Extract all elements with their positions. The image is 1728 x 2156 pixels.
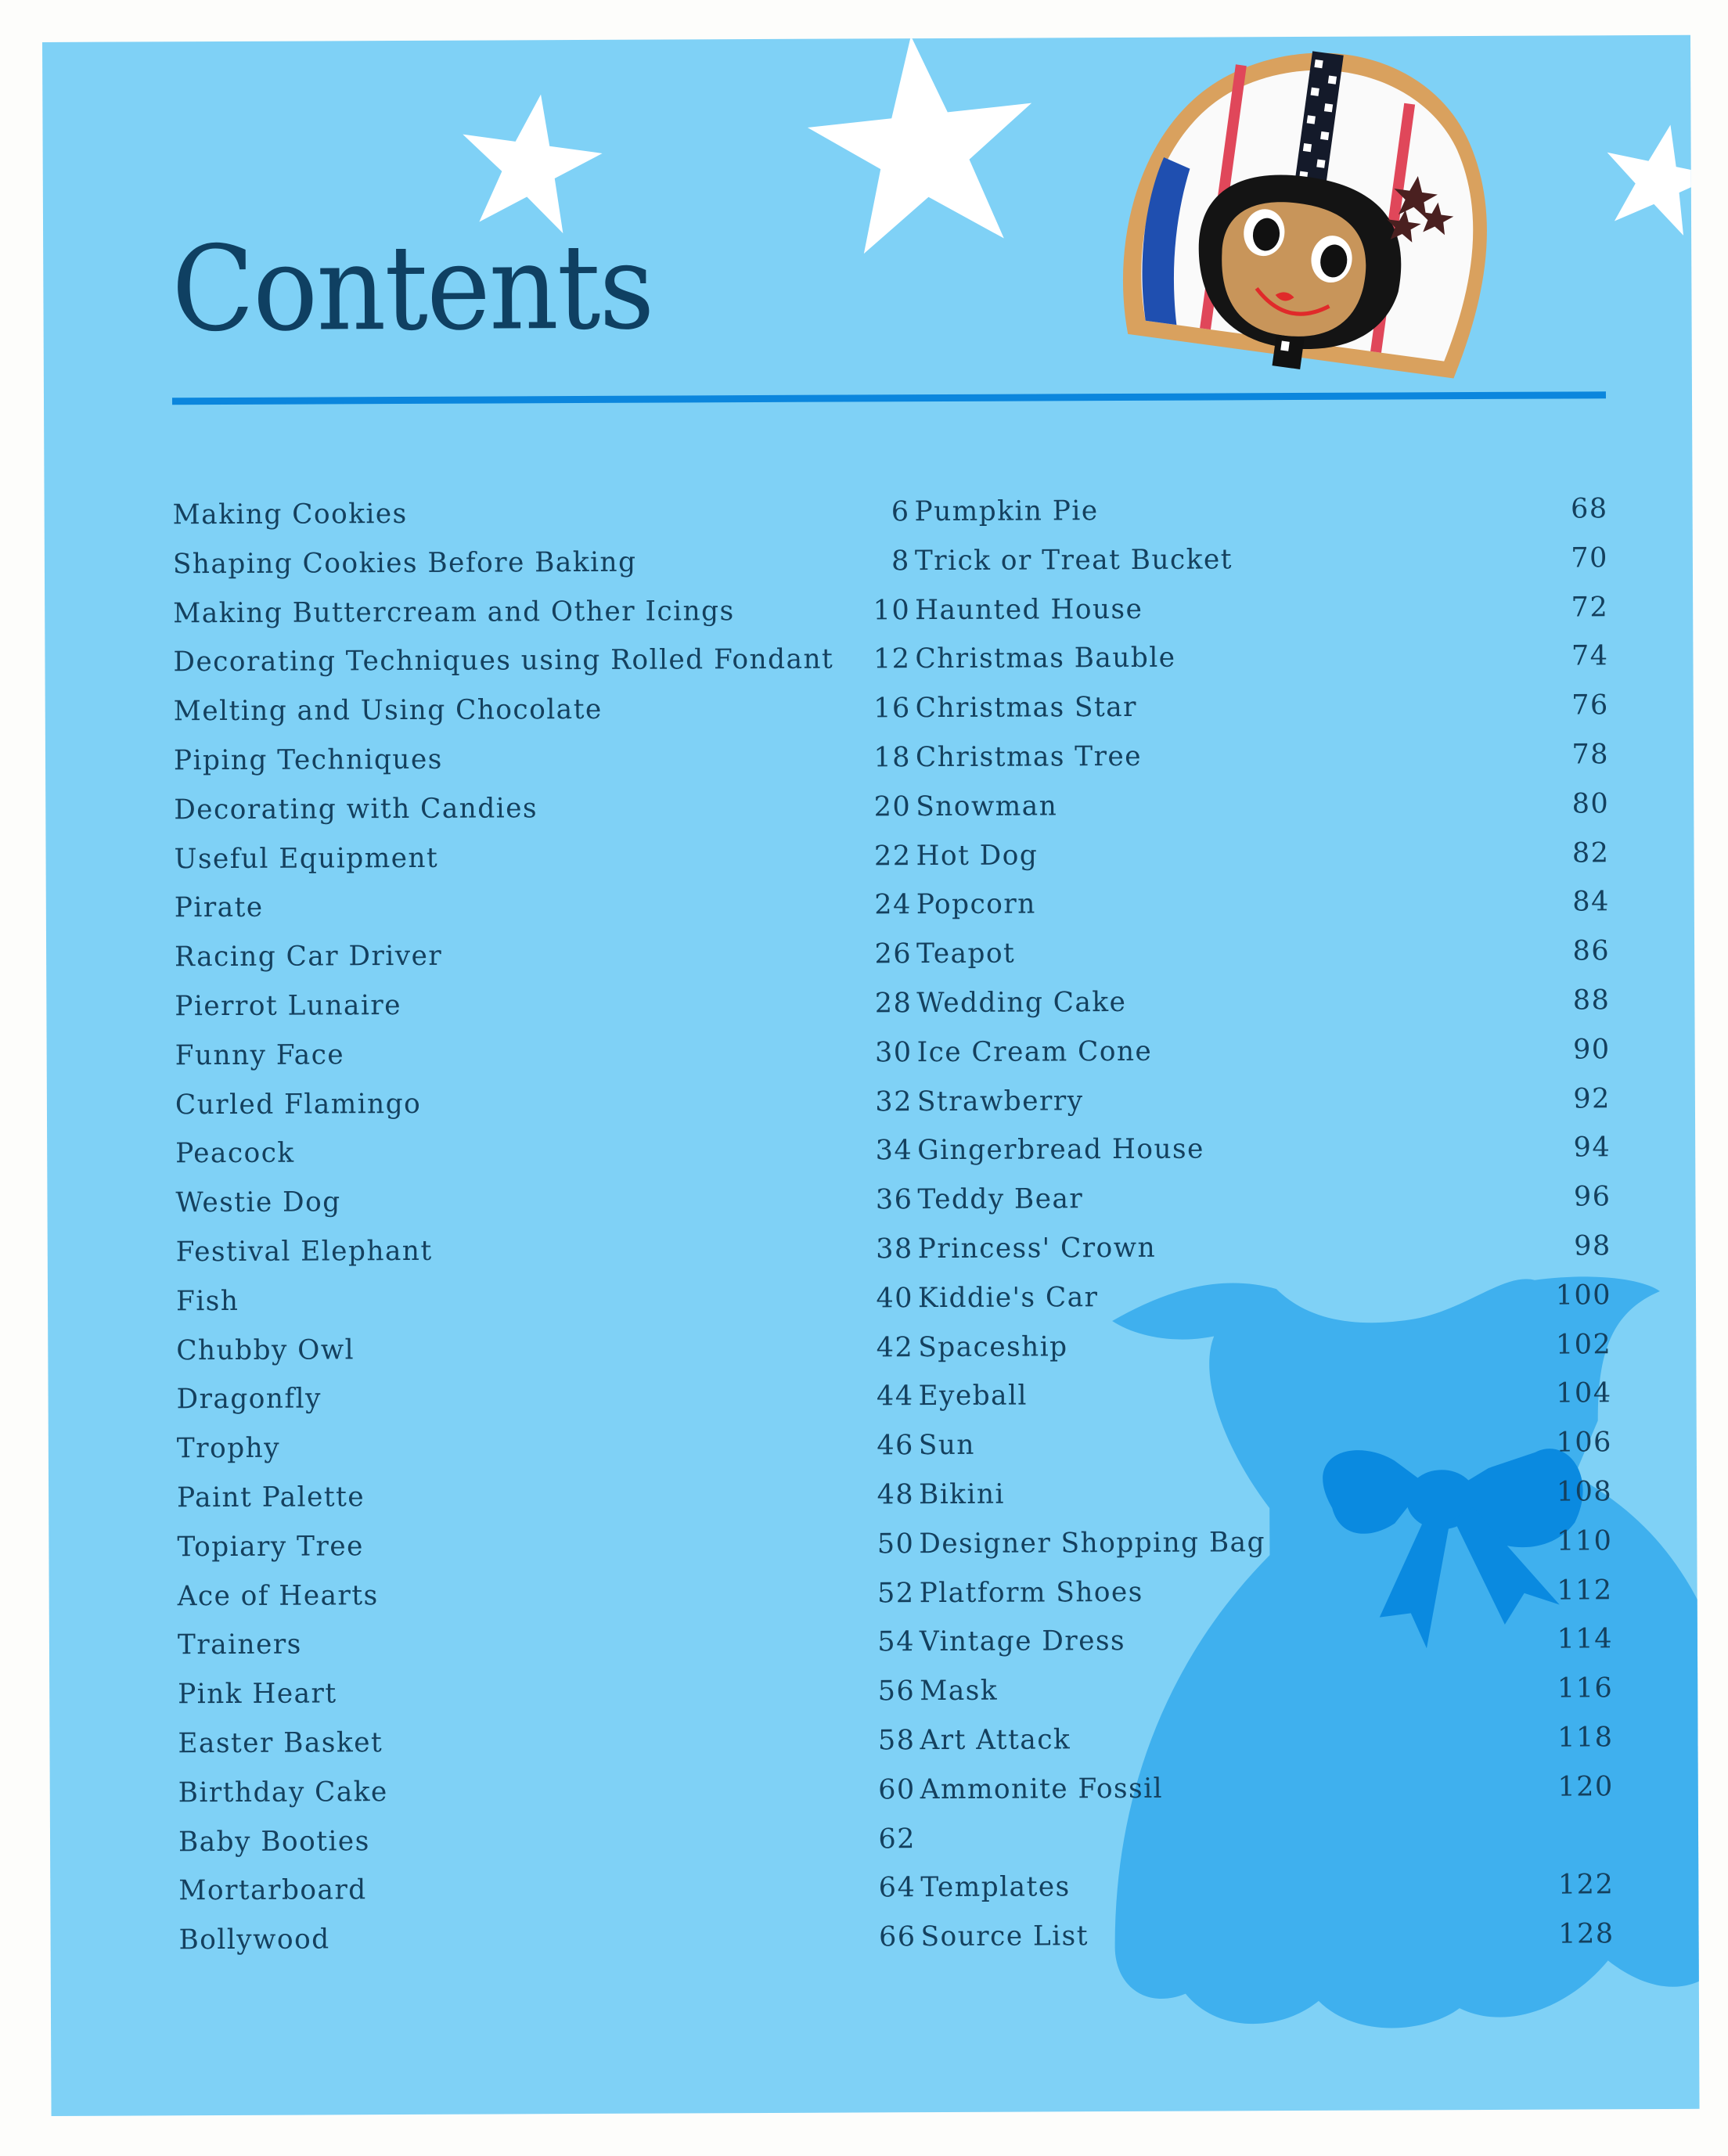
toc-entry[interactable] [178, 1675, 915, 1728]
entry-page: 108 [1556, 1476, 1613, 1508]
entry-title: Birthday Cake [178, 1776, 388, 1809]
toc-entry[interactable] [916, 739, 1609, 791]
entry-page: 116 [1557, 1672, 1614, 1704]
entry-title: Paint Palette [177, 1481, 365, 1514]
entry-page: 64 [878, 1872, 916, 1904]
entry-page: 46 [877, 1430, 914, 1462]
toc-entry[interactable] [176, 1332, 913, 1384]
toc-entry[interactable] [918, 1329, 1611, 1381]
entry-title: Spaceship [918, 1330, 1068, 1363]
entry-title: Pumpkin Pie [914, 495, 1099, 528]
toc-entry[interactable] [917, 1034, 1611, 1086]
entry-page: 88 [1572, 984, 1611, 1017]
toc-entry[interactable] [915, 542, 1608, 595]
entry-title: Templates [920, 1871, 1071, 1904]
toc-entry[interactable] [919, 1427, 1612, 1479]
entry-title: Pink Heart [178, 1678, 337, 1711]
entry-title: Teapot [916, 938, 1016, 970]
toc-entry[interactable] [915, 641, 1608, 693]
toc-entry[interactable] [177, 1528, 914, 1581]
entry-title: Christmas Tree [915, 740, 1143, 774]
entry-page: 104 [1556, 1377, 1612, 1409]
toc-entry[interactable] [175, 1037, 913, 1089]
toc-entry[interactable] [178, 1774, 916, 1827]
toc-entry[interactable] [920, 1672, 1613, 1725]
entry-title: Haunted House [915, 593, 1143, 626]
toc-entry[interactable] [173, 644, 910, 696]
entry-page: 24 [874, 889, 912, 921]
toc-entry[interactable] [175, 890, 912, 942]
entry-title: Chubby Owl [176, 1334, 355, 1366]
entry-page: 112 [1557, 1574, 1613, 1607]
entry-title: Westie Dog [175, 1186, 341, 1219]
entry-page: 120 [1557, 1770, 1614, 1803]
entry-title: Kiddie's Car [917, 1281, 1099, 1314]
entry-page: 84 [1572, 886, 1610, 918]
entry-title: Hot Dog [916, 840, 1039, 872]
toc-entry[interactable] [177, 1479, 914, 1532]
entry-title: Baby Booties [178, 1825, 370, 1858]
toc-entry[interactable] [177, 1430, 914, 1482]
entry-page: 122 [1557, 1869, 1615, 1901]
entry-title: Sun [918, 1429, 976, 1462]
toc-entry[interactable] [916, 887, 1610, 939]
entry-page: 48 [877, 1479, 915, 1511]
entry-page: 70 [1571, 542, 1608, 574]
entry-page: 98 [1574, 1230, 1611, 1262]
entry-title: Ammonite Fossil [920, 1773, 1164, 1805]
entry-page: 82 [1571, 837, 1610, 869]
entry-title: Curled Flamingo [175, 1088, 422, 1121]
toc-entry[interactable] [178, 1725, 915, 1777]
entry-title: Ice Cream Cone [916, 1035, 1153, 1068]
toc-entry[interactable] [175, 988, 912, 1040]
entry-title: Popcorn [916, 888, 1036, 921]
entry-page: 16 [873, 693, 911, 725]
entry-title: Gingerbread House [917, 1133, 1204, 1167]
entry-title: Trainers [177, 1629, 302, 1661]
entry-page: 100 [1555, 1280, 1612, 1312]
entry-title: Snowman [916, 790, 1058, 822]
entry-page: 62 [878, 1823, 916, 1855]
star-icon [794, 35, 1053, 266]
toc-entry[interactable] [918, 1378, 1611, 1431]
entry-page: 20 [873, 790, 912, 823]
entry-title: Making Cookies [172, 498, 408, 531]
toc-entry[interactable] [176, 1283, 913, 1335]
toc-entry[interactable] [173, 545, 910, 598]
entry-page: 44 [876, 1380, 914, 1413]
entry-title: Christmas Star [915, 692, 1138, 725]
entry-title: Trophy [176, 1432, 281, 1465]
entry-page: 26 [874, 938, 913, 970]
entry-page: 66 [878, 1921, 916, 1953]
toc-entry[interactable] [916, 837, 1609, 890]
entry-page: 42 [876, 1331, 914, 1363]
star-icon [1600, 121, 1699, 239]
toc-entry[interactable] [920, 1575, 1613, 1627]
title-divider [172, 391, 1606, 405]
entry-title: Trick or Treat Bucket [914, 544, 1233, 577]
entry-title: Art Attack [920, 1724, 1071, 1757]
toc-entry[interactable] [915, 493, 1608, 545]
entry-page: 40 [876, 1282, 914, 1315]
entry-page: 52 [877, 1577, 915, 1609]
toc-entry[interactable] [917, 1083, 1611, 1136]
entry-title: Eyeball [918, 1380, 1028, 1413]
entry-title: Mortarboard [178, 1874, 367, 1907]
entry-page: 106 [1556, 1427, 1612, 1459]
toc-entry[interactable] [919, 1476, 1612, 1528]
entry-title: Fish [175, 1285, 239, 1318]
entry-page: 6 [891, 496, 910, 528]
entry-page: 28 [874, 988, 913, 1020]
entry-page: 86 [1572, 935, 1611, 967]
entry-title: Melting and Using Chocolate [173, 694, 603, 728]
entry-title: Easter Basket [178, 1727, 383, 1760]
entry-title: Making Buttercream and Other Icings [173, 595, 735, 629]
toc-entry[interactable] [919, 1525, 1612, 1578]
entry-page: 72 [1571, 591, 1609, 624]
toc-entry[interactable] [918, 1280, 1611, 1332]
entry-page: 60 [878, 1773, 916, 1806]
entry-title: Mask [920, 1675, 999, 1708]
entry-title: Useful Equipment [174, 842, 439, 875]
toc-entry[interactable] [176, 1381, 913, 1434]
toc-left-column [173, 496, 916, 1974]
entry-page: 80 [1571, 788, 1610, 820]
entry-title: Shaping Cookies Before Baking [172, 546, 637, 581]
entry-page: 68 [1570, 493, 1608, 525]
toc-entry[interactable] [174, 840, 911, 893]
entry-page: 58 [877, 1725, 916, 1757]
entry-page: 34 [875, 1135, 913, 1167]
toc-entry[interactable] [916, 984, 1610, 1037]
toc-entry[interactable] [178, 1823, 916, 1876]
toc-entry[interactable] [174, 693, 911, 745]
entry-title: Pierrot Lunaire [175, 989, 402, 1023]
toc-entry[interactable] [917, 1181, 1611, 1233]
entry-page: 22 [873, 840, 912, 872]
toc-right-column [915, 493, 1615, 1971]
toc-entry[interactable] [920, 1624, 1613, 1676]
entry-page: 18 [873, 742, 912, 774]
entry-page: 10 [873, 594, 911, 626]
toc-entry[interactable] [175, 1086, 913, 1139]
entry-page: 92 [1573, 1082, 1611, 1115]
entry-page: 78 [1571, 739, 1610, 771]
toc-entry[interactable] [178, 1626, 915, 1679]
toc-entry[interactable] [175, 938, 912, 991]
toc-entry[interactable] [920, 1918, 1614, 1971]
toc-entry[interactable] [175, 1136, 913, 1188]
entry-title: Source List [920, 1920, 1089, 1953]
entry-page: 12 [873, 643, 911, 675]
entry-page: 54 [877, 1626, 916, 1658]
entry-title: Racing Car Driver [175, 940, 443, 974]
toc-entry[interactable] [173, 496, 910, 549]
entry-title: Christmas Bauble [915, 642, 1176, 675]
entry-page: 76 [1571, 689, 1609, 722]
contents-page [42, 35, 1700, 2116]
entry-title: Festival Elephant [175, 1235, 433, 1269]
page-title: Contents [171, 219, 653, 358]
entry-title: Wedding Cake [916, 986, 1127, 1020]
entry-title: Platform Shoes [919, 1576, 1143, 1609]
toc-entry[interactable] [916, 689, 1609, 742]
toc-entry[interactable] [918, 1230, 1611, 1283]
entry-title: Decorating with Candies [174, 793, 538, 826]
entry-page: 38 [876, 1233, 913, 1265]
toc-entry[interactable] [178, 1921, 916, 1974]
entry-page: 50 [877, 1528, 915, 1560]
entry-title: Teddy Bear [917, 1183, 1084, 1216]
entry-title: Peacock [175, 1137, 295, 1170]
toc-entry[interactable] [174, 791, 911, 844]
entry-page: 30 [875, 1036, 913, 1069]
toc-entry[interactable] [915, 592, 1608, 644]
entry-title: Princess' Crown [917, 1232, 1157, 1265]
entry-page: 110 [1556, 1524, 1613, 1557]
entry-page: 128 [1558, 1918, 1615, 1950]
entry-title: Vintage Dress [919, 1625, 1126, 1658]
toc-entry[interactable] [920, 1722, 1613, 1774]
toc-entry[interactable] [920, 1771, 1614, 1823]
entry-title: Strawberry [916, 1085, 1084, 1118]
toc-entry[interactable] [916, 788, 1609, 840]
entry-page: 118 [1557, 1722, 1614, 1754]
entry-title: Pirate [174, 892, 264, 924]
toc-entry[interactable] [173, 595, 910, 647]
toc-entry[interactable] [178, 1872, 916, 1924]
entry-page: 90 [1573, 1034, 1611, 1066]
entry-title: Piping Techniques [173, 743, 443, 777]
entry-page: 114 [1557, 1623, 1614, 1655]
entry-title: Bollywood [178, 1924, 330, 1956]
toc-entry[interactable] [916, 935, 1610, 988]
entry-title: Designer Shopping Bag [919, 1526, 1266, 1560]
toc-entry[interactable] [175, 1184, 913, 1236]
entry-page: 102 [1555, 1328, 1612, 1361]
toc-entry[interactable] [178, 1578, 915, 1630]
entry-title: Bikini [919, 1478, 1006, 1511]
entry-page: 56 [877, 1675, 916, 1708]
toc-entry[interactable] [917, 1132, 1611, 1185]
racing-driver-cookie-image [1099, 35, 1523, 390]
entry-page: 32 [875, 1085, 913, 1118]
entry-page: 74 [1571, 640, 1609, 672]
toc-entry[interactable] [920, 1870, 1614, 1922]
entry-page: 96 [1573, 1181, 1611, 1213]
entry-title: Decorating Techniques using Rolled Fondant [173, 643, 834, 678]
entry-title: Ace of Hearts [177, 1579, 379, 1612]
entry-title: Funny Face [175, 1039, 345, 1072]
entry-page: 94 [1573, 1132, 1611, 1164]
toc-entry[interactable] [176, 1233, 913, 1286]
entry-title: Topiary Tree [177, 1530, 364, 1564]
entry-title: Dragonfly [176, 1383, 322, 1416]
entry-page: 8 [891, 545, 910, 578]
entry-page: 36 [875, 1184, 913, 1216]
toc-entry[interactable] [174, 742, 911, 794]
